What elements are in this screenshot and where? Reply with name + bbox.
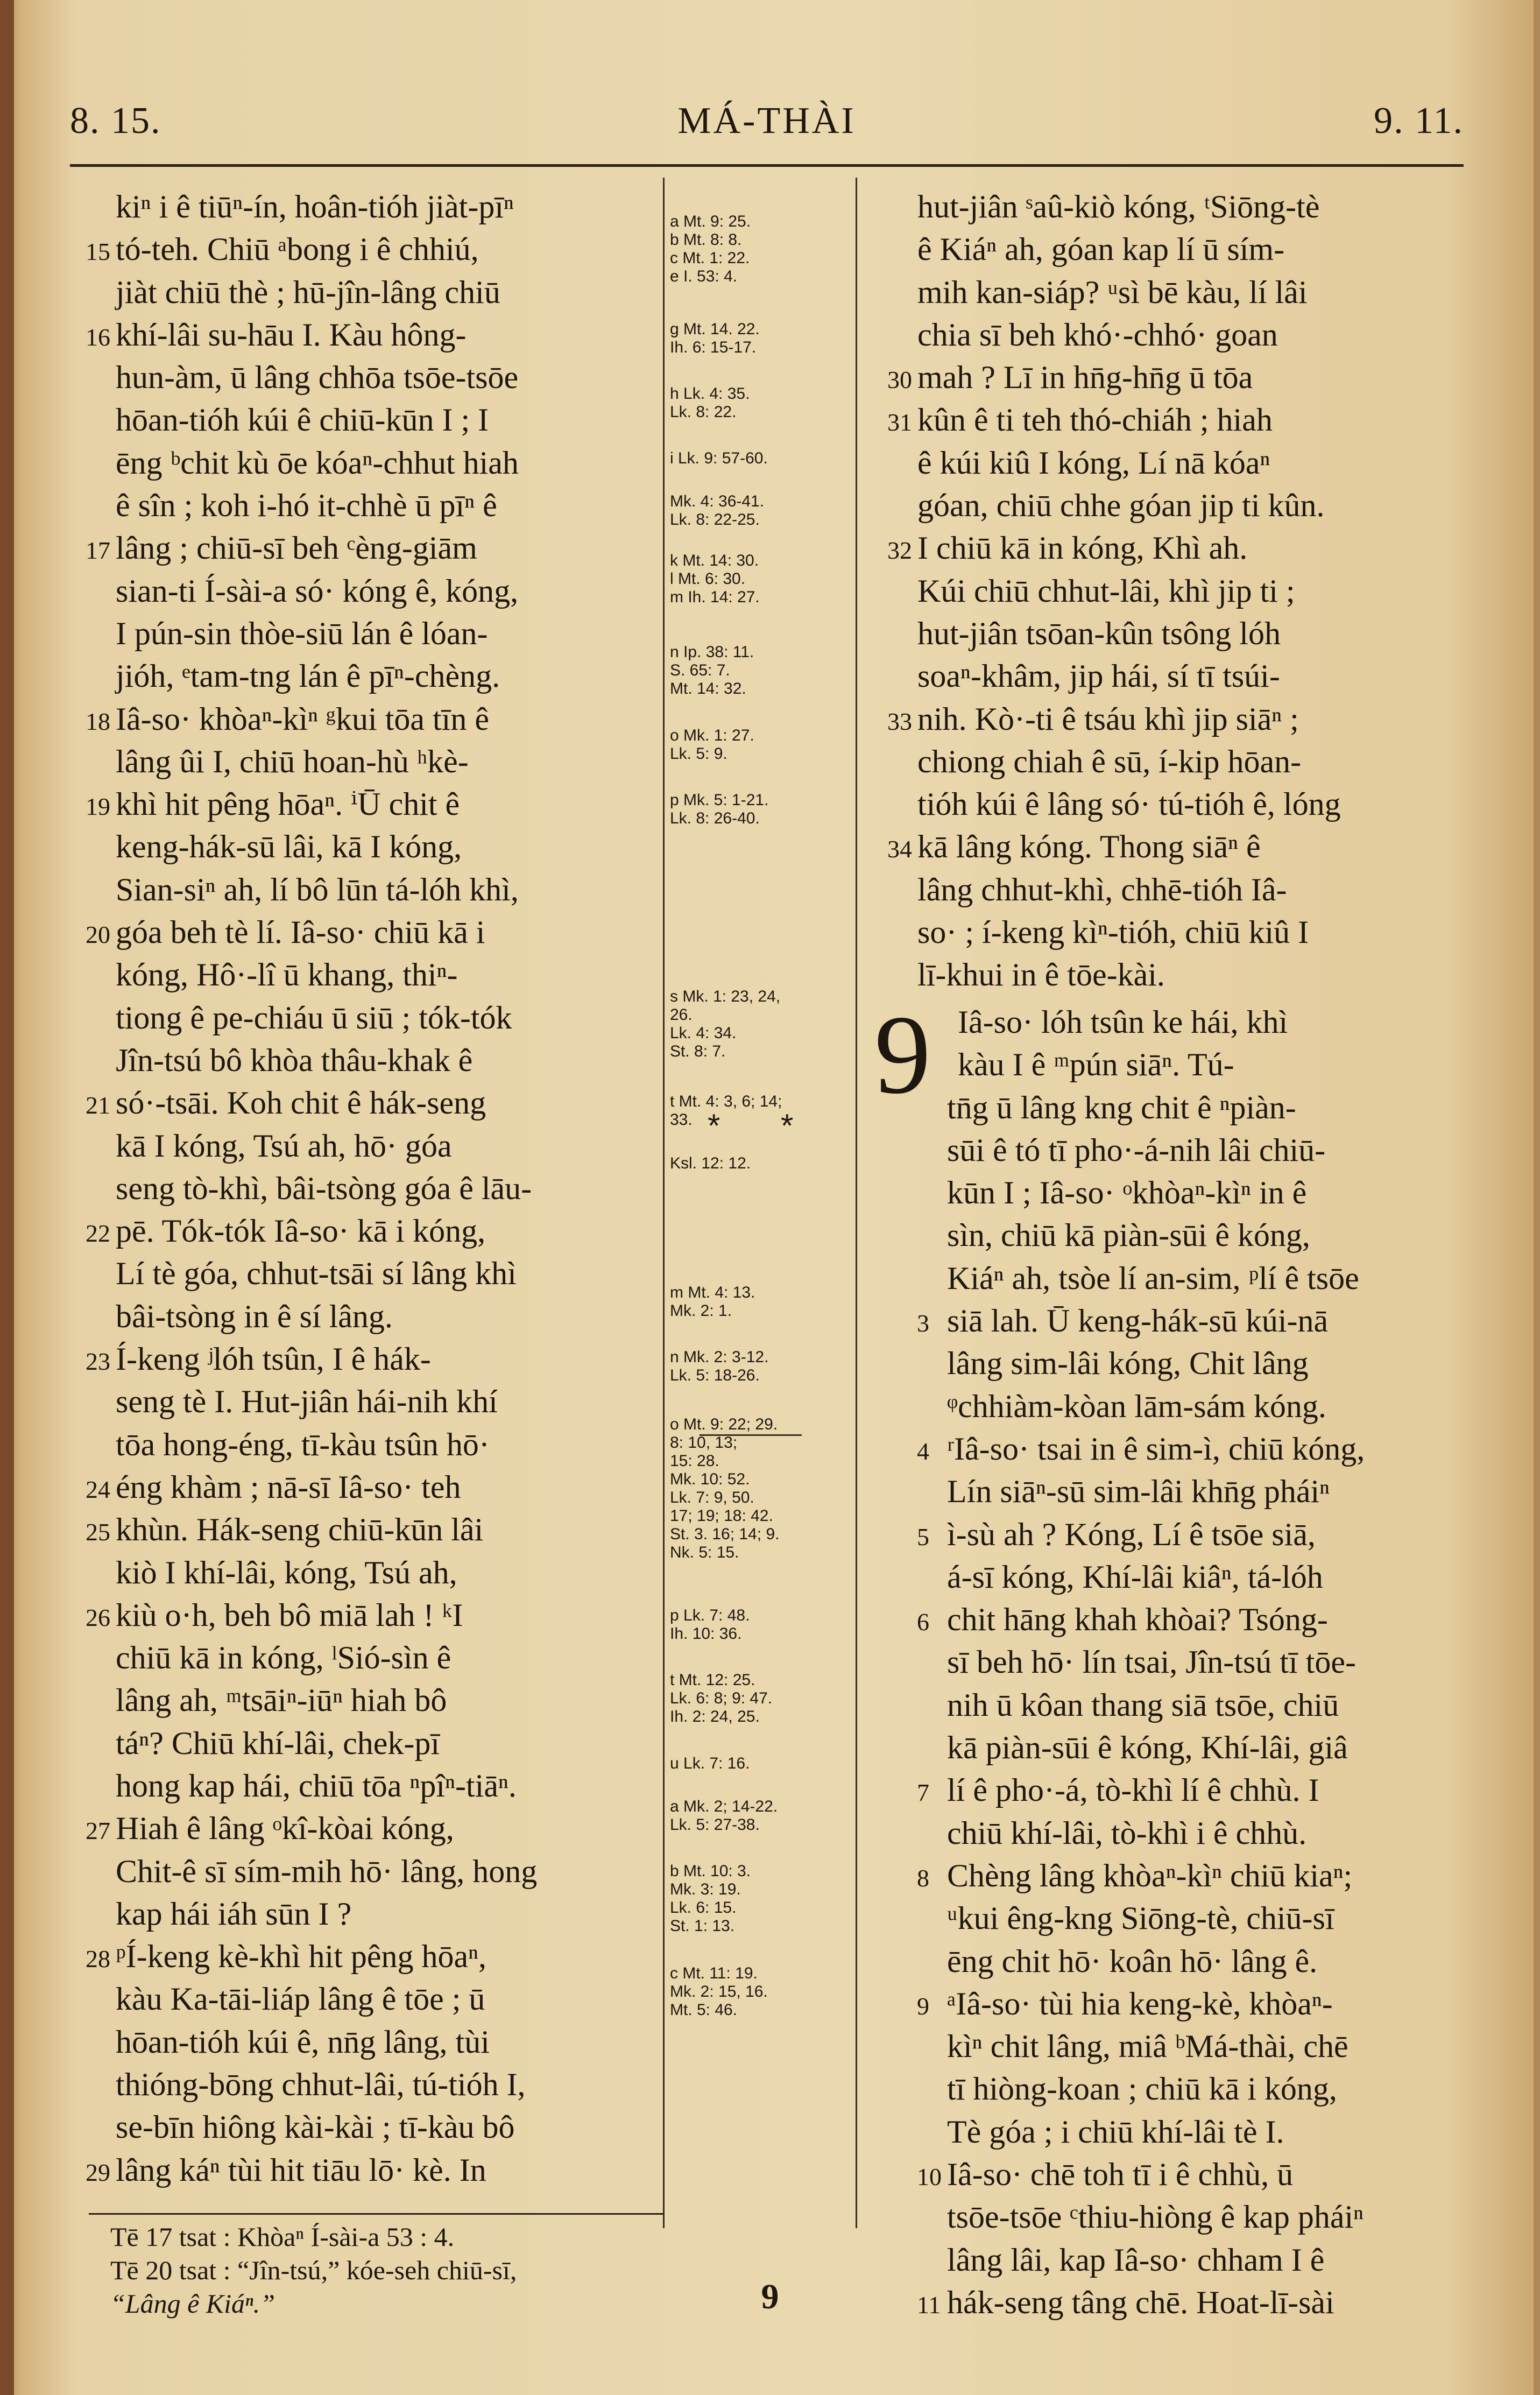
text-line — [917, 1598, 1365, 1641]
verse-text: kā I kóng, Tsú ah, hō· góa — [116, 1128, 452, 1164]
cross-ref: n Ip. 38: 11. S. 65: 7. Mt. 14: 32. — [670, 643, 754, 698]
verse-text: hōan-tióh kúi ê, nn̄g lâng, tùi — [116, 2024, 490, 2060]
verse-text: kā piàn-sūi ê kóng, Khí-lâi, giâ — [947, 1730, 1348, 1766]
verse-text: seng tè I. Hut-jiân hái-nih khí — [116, 1384, 498, 1420]
text-line — [947, 1897, 1365, 1940]
verse-number: 16 — [86, 323, 110, 351]
verse-text: ê sîn ; koh i-hó it-chhè ū pīⁿ ê — [116, 488, 497, 524]
verse-text: I pún-sin thòe-siū lán ê lóan- — [116, 615, 488, 651]
running-header — [70, 100, 1464, 164]
text-line — [917, 442, 1341, 484]
verse-number: 11 — [917, 2291, 941, 2319]
text-line — [947, 1087, 1365, 1129]
verse-text: tiong ê pe-chiáu ū siū ; tók-tók — [116, 999, 512, 1036]
text-line — [116, 612, 537, 655]
verse-text: Jîn-tsú bô khòa thâu-khak ê — [116, 1042, 473, 1078]
verse-text: khí-lâi su-hāu I. Kàu hông- — [116, 316, 467, 353]
verse-number: 34 — [887, 835, 912, 863]
cross-ref: t Mt. 12: 25. Lk. 6: 8; 9: 47. Ih. 2: 24, 25. — [670, 1671, 773, 1725]
verse-number: 23 — [86, 1348, 110, 1376]
verse-text: so· ; í-keng kìⁿ-tióh, chiū kiû I — [917, 914, 1309, 950]
cross-ref: o Mt. 9: 22; 29. 8: 10, 13; 15: 28. Mk. 10: 52. Lk. 7: 9, 50. 17; 19; 18: 42. St. 3. 16; 14; 9. Nk. 5: 15. — [670, 1415, 780, 1561]
text-line — [116, 271, 537, 314]
cross-ref: a Mt. 9: 25. b Mt. 8: 8. c Mt. 1: 22. e I. 53: 4. — [670, 213, 751, 285]
text-line — [947, 1044, 1365, 1086]
text-line — [116, 1295, 537, 1338]
text-line — [116, 399, 537, 441]
verse-text: sian-ti Í-sài-a só· kóng ê, kóng, — [116, 573, 519, 609]
verse-text: kûn ê ti teh thó-chiáh ; hiah — [917, 402, 1273, 438]
cross-ref: n Mk. 2: 3-12. Lk. 5: 18-26. — [670, 1348, 769, 1384]
text-line — [917, 484, 1341, 527]
verse-text: ê Kiáⁿ ah, góan kap lí ū sím- — [917, 231, 1285, 267]
verse-number: 27 — [86, 1817, 110, 1845]
verse-text: ᵠchhiàm-kòan lām-sám kóng. — [947, 1388, 1326, 1424]
verse-text: kìⁿ chit lâng, miâ ᵇMá-thài, chē — [947, 2028, 1348, 2065]
text-line — [917, 1983, 1365, 2025]
footnote: “Lâng ê Kiáⁿ.” — [110, 2288, 275, 2319]
text-line — [917, 911, 1341, 954]
text-line — [116, 1252, 537, 1295]
text-line — [116, 442, 537, 484]
page-edge-left — [0, 0, 14, 2395]
verse-text: soaⁿ-khâm, jip hái, sí tī tsúi- — [917, 658, 1280, 694]
verse-text: thióng-bōng chhut-lâi, tú-tióh I, — [116, 2067, 526, 2103]
verse-text: Hiah ê lâng ᵒkî-kòai kóng, — [116, 1811, 454, 1847]
verse-text: kóng, Hô·-lî ū khang, thiⁿ- — [116, 957, 458, 993]
text-line — [116, 869, 537, 911]
verse-text: sī beh hō· lín tsai, Jîn-tsú tī tōe- — [947, 1644, 1356, 1680]
text-line — [116, 1765, 537, 1807]
verse-text: pē. Tók-tók Iâ-so· kā i kóng, — [116, 1213, 486, 1249]
verse-number: 9 — [917, 1992, 929, 2020]
text-line — [116, 954, 537, 996]
text-line — [86, 698, 537, 741]
verse-text: Kúi chiū chhut-lâi, khì jip ti ; — [917, 573, 1295, 609]
footnote: Tē 17 tsat : Khòaⁿ Í-sài-a 53 : 4. — [110, 2222, 455, 2252]
verse-text: nih. Kò·-ti ê tsáu khì jip siāⁿ ; — [917, 701, 1299, 737]
text-line — [116, 826, 537, 868]
verse-text: ᵃIâ-so· tùi hia keng-kè, khòaⁿ- — [947, 1985, 1333, 2021]
cross-ref: h Lk. 4: 35. Lk. 8: 22. — [670, 385, 750, 421]
text-line — [86, 1466, 537, 1509]
text-line — [947, 1001, 1365, 1044]
verse-text: Iâ-so· chē toh tī i ê chhù, ū — [947, 2157, 1294, 2193]
cross-ref: i Lk. 9: 57-60. — [670, 449, 768, 467]
verse-text: Kiáⁿ ah, tsòe lí an-sim, ᵖlí ê tsōe — [947, 1260, 1359, 1296]
text-line — [917, 869, 1341, 911]
chapter-9-text — [917, 1001, 1365, 2324]
verse-text: chiong chiah ê sū, í-kip hōan- — [917, 743, 1302, 779]
text-line — [86, 1509, 537, 1551]
cross-ref-divider — [700, 1434, 802, 1436]
text-line — [116, 1039, 537, 1082]
verse-text: Iâ-so· lóh tsûn ke hái, khì — [958, 1004, 1288, 1040]
verse-text: Lín siāⁿ-sū sim-lâi khn̄g pháiⁿ — [947, 1474, 1330, 1510]
text-line — [917, 2153, 1365, 2196]
text-line — [917, 271, 1341, 314]
text-line — [86, 1082, 537, 1124]
text-line — [116, 1380, 537, 1423]
verse-text: nih ū kôan thang siā tsōe, chiū — [947, 1687, 1339, 1723]
text-line — [86, 783, 537, 826]
page-number: 9 — [761, 2277, 779, 2316]
cross-ref: t Mt. 4: 3, 6; 14; 33. — [670, 1093, 782, 1129]
verse-text: tōa hong-éng, tī-kàu tsûn hō· — [116, 1426, 490, 1462]
verse-text: sūi ê tó tī pho·-á-nih lâi chiū- — [947, 1132, 1326, 1168]
verse-text: lâng lâi, kap Iâ-so· chham I ê — [947, 2242, 1325, 2278]
verse-text: jiàt chiū thè ; hū-jîn-lâng chiū — [116, 274, 500, 310]
text-line — [116, 570, 537, 612]
verse-number: 10 — [917, 2163, 942, 2191]
verse-text: lâng ûi I, chiū hoan-hù ʰkè- — [116, 743, 469, 779]
text-line — [116, 997, 537, 1039]
text-line — [116, 1893, 537, 1935]
verse-text: hun-àm, ū lâng chhōa tsōe-tsōe — [116, 360, 519, 396]
verse-number: 7 — [917, 1779, 929, 1807]
text-line — [116, 1850, 537, 1893]
verse-text: khì hit pêng hōaⁿ. ⁱŪ chit ê — [116, 786, 460, 822]
verse-text: seng tò-khì, bâi-tsòng góa ê lāu- — [116, 1170, 532, 1206]
text-line — [917, 1300, 1365, 1342]
verse-text: Chèng lâng khòaⁿ-kìⁿ chiū kiaⁿ; — [947, 1857, 1353, 1893]
verse-text: siā lah. Ū keng-hák-sū kúi-nā — [947, 1303, 1329, 1339]
text-line — [116, 1167, 537, 1210]
verse-text: chiū khí-lâi, tò-khì i ê chhù. — [947, 1815, 1307, 1851]
verse-number: 6 — [917, 1608, 929, 1636]
cross-ref: s Mk. 1: 23, 24, 26. Lk. 4: 34. St. 8: 7. — [670, 988, 781, 1060]
cross-ref: p Mk. 5: 1-21. Lk. 8: 26-40. — [670, 791, 769, 827]
text-line — [917, 954, 1341, 996]
text-line — [947, 1470, 1365, 1513]
verse-text: kap hái iáh sūn I ? — [116, 1896, 352, 1932]
text-line — [947, 1556, 1365, 1598]
verse-text: Tè góa ; i chiū khí-lâi tè I. — [947, 2114, 1284, 2150]
text-line — [887, 527, 1341, 569]
text-line — [86, 1210, 537, 1252]
cross-reference-column — [670, 213, 847, 2019]
verse-text: Chit-ê sī sím-mih hō· lâng, hong — [116, 1853, 538, 1889]
book-title: MÁ-THÀI — [677, 100, 856, 142]
verse-text: hut-jiân tsōan-kûn tsông lóh — [917, 615, 1281, 651]
header-left-ref: 8. 15. — [70, 100, 161, 142]
verse-text: lâng káⁿ tùi hit tiāu lō· kè. In — [116, 2152, 486, 2188]
text-line — [116, 1722, 537, 1765]
verse-number: 5 — [917, 1523, 929, 1551]
verse-text: chiū kā in kóng, ˡSió-sìn ê — [116, 1640, 451, 1676]
text-line — [947, 1172, 1365, 1214]
verse-text: Í-keng ʲlóh tsûn, I ê hák- — [116, 1341, 431, 1377]
verse-text: keng-hák-sū lâi, kā I kóng, — [116, 829, 462, 865]
verse-text: hut-jiân ˢaû-kiò kóng, ᵗSiōng-tè — [917, 189, 1320, 224]
verse-text: góa beh tè lí. Iâ-so· chiū kā i — [116, 914, 485, 950]
text-line — [917, 783, 1341, 826]
column-separator-right — [856, 178, 857, 2228]
verse-text: ʳIâ-so· tsai in ê sim-ì, chiū kóng, — [947, 1431, 1365, 1467]
text-line — [947, 1940, 1365, 1983]
verse-number: 8 — [917, 1864, 929, 1892]
text-line — [947, 1342, 1365, 1385]
text-line — [947, 1385, 1365, 1428]
text-line — [917, 228, 1341, 271]
text-line — [917, 1769, 1365, 1812]
verse-number: 30 — [887, 366, 912, 394]
text-line — [947, 1641, 1365, 1683]
verse-text: ê kúi kiû I kóng, Lí nā kóaⁿ — [917, 445, 1270, 481]
cross-ref: c Mt. 11: 19. Mk. 2: 15, 16. Mt. 5: 46. — [670, 1964, 768, 2019]
text-line — [917, 741, 1341, 783]
verse-number: 17 — [86, 537, 110, 565]
column-separator-left — [663, 178, 665, 2228]
verse-number: 32 — [887, 537, 912, 565]
text-line — [947, 2111, 1365, 2153]
verse-text: khùn. Hák-seng chiū-kūn lâi — [116, 1512, 484, 1548]
text-line — [917, 186, 1341, 228]
left-text-column — [86, 186, 538, 2192]
text-line — [917, 1513, 1365, 1556]
verse-number: 22 — [86, 1220, 110, 1248]
text-line — [947, 1214, 1365, 1257]
text-line — [887, 698, 1341, 741]
verse-number: 25 — [86, 1518, 110, 1546]
right-text-column — [887, 186, 1341, 997]
text-line — [86, 1594, 537, 1637]
text-line — [116, 2063, 537, 2106]
verse-text: só·-tsāi. Koh chit ê hák-seng — [116, 1085, 486, 1121]
verse-text: ì-sù ah ? Kóng, Lí ê tsōe siā, — [947, 1516, 1316, 1552]
verse-number: 28 — [86, 1945, 110, 1973]
text-line — [887, 399, 1341, 441]
text-line — [947, 2239, 1365, 2281]
verse-text: lâng ah, ᵐtsāiⁿ-iūⁿ hiah bô — [116, 1682, 447, 1718]
verse-text: Lí tè góa, chhut-tsāi sí lâng khì — [116, 1256, 517, 1292]
text-line — [947, 2196, 1365, 2238]
verse-text: hák-seng tâng chē. Hoat-lī-sài — [947, 2284, 1334, 2320]
header-right-ref: 9. 11. — [1374, 100, 1464, 142]
verse-text: jióh, ᵉtam-tng lán ê pīⁿ-chèng. — [116, 658, 500, 694]
cross-ref: a Mk. 2; 14-22. Lk. 5: 27-38. — [670, 1798, 778, 1834]
text-line — [947, 1129, 1365, 1172]
text-line — [116, 356, 537, 399]
verse-text: tsōe-tsōe ᶜthiu-hiòng ê kap pháiⁿ — [947, 2199, 1364, 2235]
verse-text: lâng chhut-khì, chhē-tióh Iâ- — [917, 871, 1287, 907]
verse-text: Iâ-so· khòaⁿ-kìⁿ ᵍkui tōa tīn ê — [116, 701, 489, 737]
verse-number: 21 — [86, 1091, 110, 1119]
verse-text: se-bīn hiông kài-kài ; tī-kàu bô — [116, 2109, 515, 2145]
verse-text: lí ê pho·-á, tò-khì lí ê chhù. I — [947, 1772, 1319, 1808]
text-line — [917, 314, 1341, 356]
cross-ref: p Lk. 7: 48. Ih. 10: 36. — [670, 1607, 750, 1643]
verse-text: táⁿ? Chiū khí-lâi, chek-pī — [116, 1725, 440, 1761]
verse-text: ēng chit hō· koân hō· lâng ê. — [947, 1943, 1318, 1979]
verse-text: góan, chiū chhe góan jip ti kûn. — [917, 488, 1325, 524]
verse-text: mah ? Lī in hn̄g-hn̄g ū tōa — [917, 360, 1253, 396]
cross-ref: Mk. 4: 36-41. Lk. 8: 22-25. — [670, 492, 765, 529]
text-line — [116, 186, 537, 228]
cross-ref: b Mt. 10: 3. Mk. 3: 19. Lk. 6: 15. St. 1: 13. — [670, 1862, 751, 1935]
verse-text: Sian-siⁿ ah, lí bô lūn tá-lóh khì, — [116, 871, 519, 907]
text-line — [917, 570, 1341, 612]
verse-number: 20 — [86, 921, 110, 949]
verse-text: sìn, chiū kā piàn-sūi ê kóng, — [947, 1217, 1310, 1253]
verse-text: chit hāng khah khòai? Tsóng- — [947, 1602, 1328, 1638]
text-line — [116, 655, 537, 698]
verse-text: á-sī kóng, Khí-lâi kiâⁿ, tá-lóh — [947, 1559, 1323, 1595]
text-line — [116, 484, 537, 527]
text-line — [116, 741, 537, 783]
verse-text: bâi-tsòng in ê sí lâng. — [116, 1298, 393, 1334]
text-line — [86, 2149, 537, 2192]
text-line — [917, 1428, 1365, 1470]
verse-text: tī hiòng-koan ; chiū kā i kóng, — [947, 2071, 1337, 2107]
verse-text: kiⁿ i ê tiūⁿ-ín, hoân-tióh jiàt-pīⁿ — [116, 189, 514, 224]
page-edge-right — [1534, 0, 1540, 2395]
verse-number: 18 — [86, 707, 110, 735]
verse-text: lâng ; chiū-sī beh ᶜèng-giām — [116, 530, 477, 566]
cross-ref: u Lk. 7: 16. — [670, 1755, 750, 1772]
verse-text: tn̄g ū lâng kng chit ê ⁿpiàn- — [947, 1089, 1296, 1125]
verse-text: tióh kúi ê lâng só· tú-tióh ê, lóng — [917, 786, 1341, 822]
verse-text: lī-khui in ê tōe-kài. — [917, 957, 1165, 993]
text-line — [947, 1727, 1365, 1769]
verse-number: 4 — [917, 1437, 929, 1465]
text-line — [86, 527, 537, 569]
text-line — [917, 1855, 1365, 1897]
verse-text: tó-teh. Chiū ᵃbong i ê chhiú, — [116, 231, 479, 267]
verse-number: 31 — [887, 408, 912, 436]
chapter-number: 9 — [874, 992, 931, 1117]
text-line — [947, 1257, 1365, 1300]
section-stars: * * — [708, 1108, 820, 1144]
text-line — [116, 1637, 537, 1679]
text-line — [116, 1679, 537, 1722]
header-rule — [70, 164, 1464, 167]
verse-text: kàu Ka-tāi-liáp lâng ê tōe ; ū — [116, 1981, 485, 2017]
verse-text: kā lâng kóng. Thong siāⁿ ê — [917, 829, 1261, 865]
verse-number: 33 — [887, 707, 912, 735]
text-line — [887, 356, 1341, 399]
text-line — [86, 1935, 537, 1978]
verse-text: ᵘkui êng-kng Siōng-tè, chiū-sī — [947, 1900, 1334, 1936]
text-line — [86, 228, 537, 271]
verse-text: éng khàm ; nā-sī Iâ-so· teh — [116, 1469, 461, 1505]
cross-ref: g Mt. 14. 22. Ih. 6: 15-17. — [670, 320, 760, 356]
cross-ref: Ksl. 12: 12. — [670, 1154, 751, 1172]
footnote-rule — [89, 2213, 665, 2215]
verse-text: kūn I ; Iâ-so· ᵒkhòaⁿ-kìⁿ in ê — [947, 1175, 1307, 1211]
text-line — [116, 2106, 537, 2149]
verse-number: 3 — [917, 1309, 929, 1337]
text-line — [887, 826, 1341, 868]
text-line — [947, 1812, 1365, 1855]
text-line — [116, 1125, 537, 1167]
text-line — [86, 1338, 537, 1380]
text-line — [86, 911, 537, 954]
text-line — [86, 314, 537, 356]
verse-text: I chiū kā in kóng, Khì ah. — [917, 530, 1248, 566]
verse-text: mih kan-siáp? ᵘsì bē kàu, lí lâi — [917, 274, 1308, 310]
text-line — [917, 655, 1341, 698]
verse-number: 19 — [86, 793, 110, 821]
text-line — [116, 1424, 537, 1466]
verse-text: ēng ᵇchit kù ōe kóaⁿ-chhut hiah — [116, 445, 519, 481]
cross-ref: k Mt. 14: 30. l Mt. 6: 30. m Ih. 14: 27. — [670, 552, 760, 606]
verse-number: 29 — [86, 2158, 110, 2186]
verse-text: hong kap hái, chiū tōa ⁿpîⁿ-tiāⁿ. — [116, 1767, 517, 1804]
text-line — [947, 2068, 1365, 2110]
verse-text: ᵖÍ-keng kè-khì hit pêng hōaⁿ, — [116, 1939, 487, 1975]
cross-ref: m Mt. 4: 13. Mk. 2: 1. — [670, 1284, 755, 1320]
verse-number: 15 — [86, 238, 110, 266]
cross-ref: o Mk. 1: 27. Lk. 5: 9. — [670, 727, 754, 763]
verse-text: lâng sim-lâi kóng, Chit lâng — [947, 1346, 1309, 1382]
verse-number: 26 — [86, 1603, 110, 1631]
text-line — [947, 2025, 1365, 2068]
verse-text: hōan-tióh kúi ê chiū-kūn I ; I — [116, 402, 489, 438]
verse-text: kiò I khí-lâi, kóng, Tsú ah, — [116, 1554, 457, 1590]
text-line — [917, 612, 1341, 655]
text-line — [116, 1552, 537, 1594]
text-line — [116, 2021, 537, 2063]
footnote: Tē 20 tsat : “Jîn-tsú,” kóe-seh chiū-sī, — [110, 2255, 517, 2285]
verse-number: 24 — [86, 1475, 110, 1503]
text-line — [116, 1978, 537, 2020]
verse-text: kàu I ê ᵐpún siāⁿ. Tú- — [958, 1047, 1234, 1083]
text-line — [86, 1807, 537, 1850]
text-line — [947, 1684, 1365, 1727]
verse-text: kiù o·h, beh bô miā lah ! ᵏI — [116, 1597, 463, 1633]
verse-text: chia sī beh khó·-chhó· goan — [917, 316, 1278, 353]
